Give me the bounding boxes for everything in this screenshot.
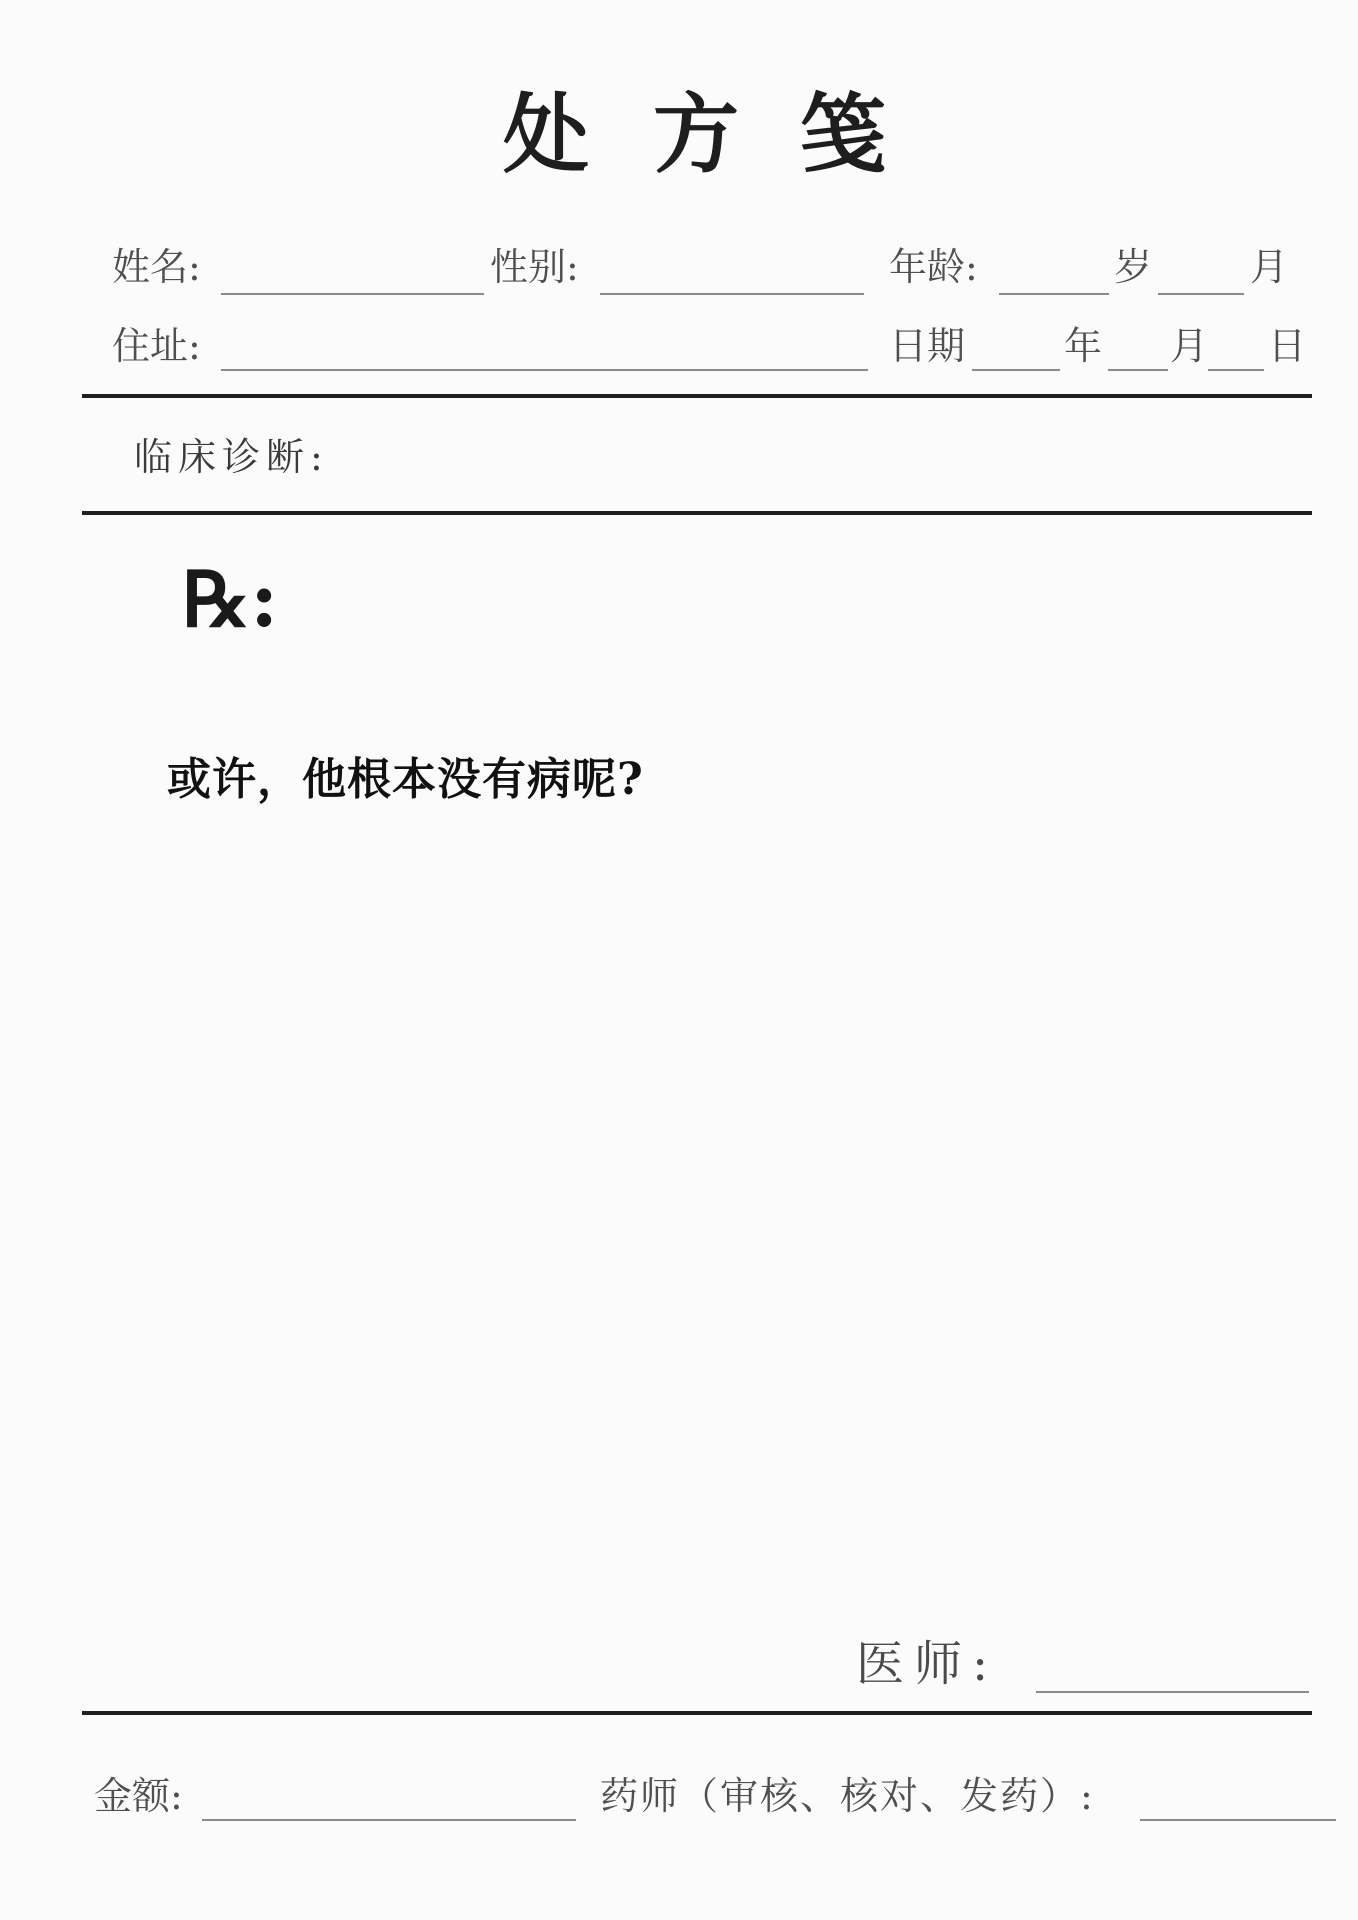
- title-char-2: 方: [653, 84, 739, 185]
- diagnosis-divider: [82, 511, 1312, 515]
- pharmacist-line: [1140, 1819, 1336, 1821]
- date-month-unit: 月: [1170, 324, 1209, 368]
- title-char-3: 笺: [800, 84, 886, 185]
- header-divider: [82, 394, 1312, 398]
- amount-line: [202, 1819, 576, 1821]
- date-day-unit: 日: [1268, 324, 1307, 368]
- pharmacist-label: 药师（审核、核对、发药）:: [600, 1774, 1095, 1818]
- date-year-line: [972, 369, 1060, 371]
- gender-label: 性别:: [490, 245, 579, 289]
- diagnosis-label: 临床诊断:: [134, 435, 329, 479]
- title-char-1: 处: [503, 84, 589, 185]
- name-line: [221, 293, 484, 295]
- date-month-line: [1108, 369, 1168, 371]
- age-months-line: [1158, 293, 1244, 295]
- age-years-line: [999, 293, 1109, 295]
- gender-line: [600, 293, 864, 295]
- address-label: 住址:: [112, 324, 201, 368]
- date-year-unit: 年: [1064, 324, 1103, 368]
- age-year-unit: 岁: [1114, 245, 1153, 289]
- date-label: 日期: [889, 324, 966, 368]
- amount-label: 金额:: [94, 1774, 183, 1818]
- doctor-label: 医师:: [856, 1636, 999, 1692]
- footer-divider: [82, 1711, 1312, 1715]
- rx-symbol: ℞:: [182, 555, 279, 644]
- date-day-line: [1208, 369, 1264, 371]
- age-label: 年龄:: [889, 245, 978, 289]
- address-line: [221, 369, 868, 371]
- doctor-signature-line: [1036, 1691, 1309, 1693]
- name-label: 姓名:: [112, 245, 201, 289]
- prescription-note: 或许，他根本没有病呢?: [167, 754, 644, 805]
- age-month-unit: 月: [1250, 245, 1289, 289]
